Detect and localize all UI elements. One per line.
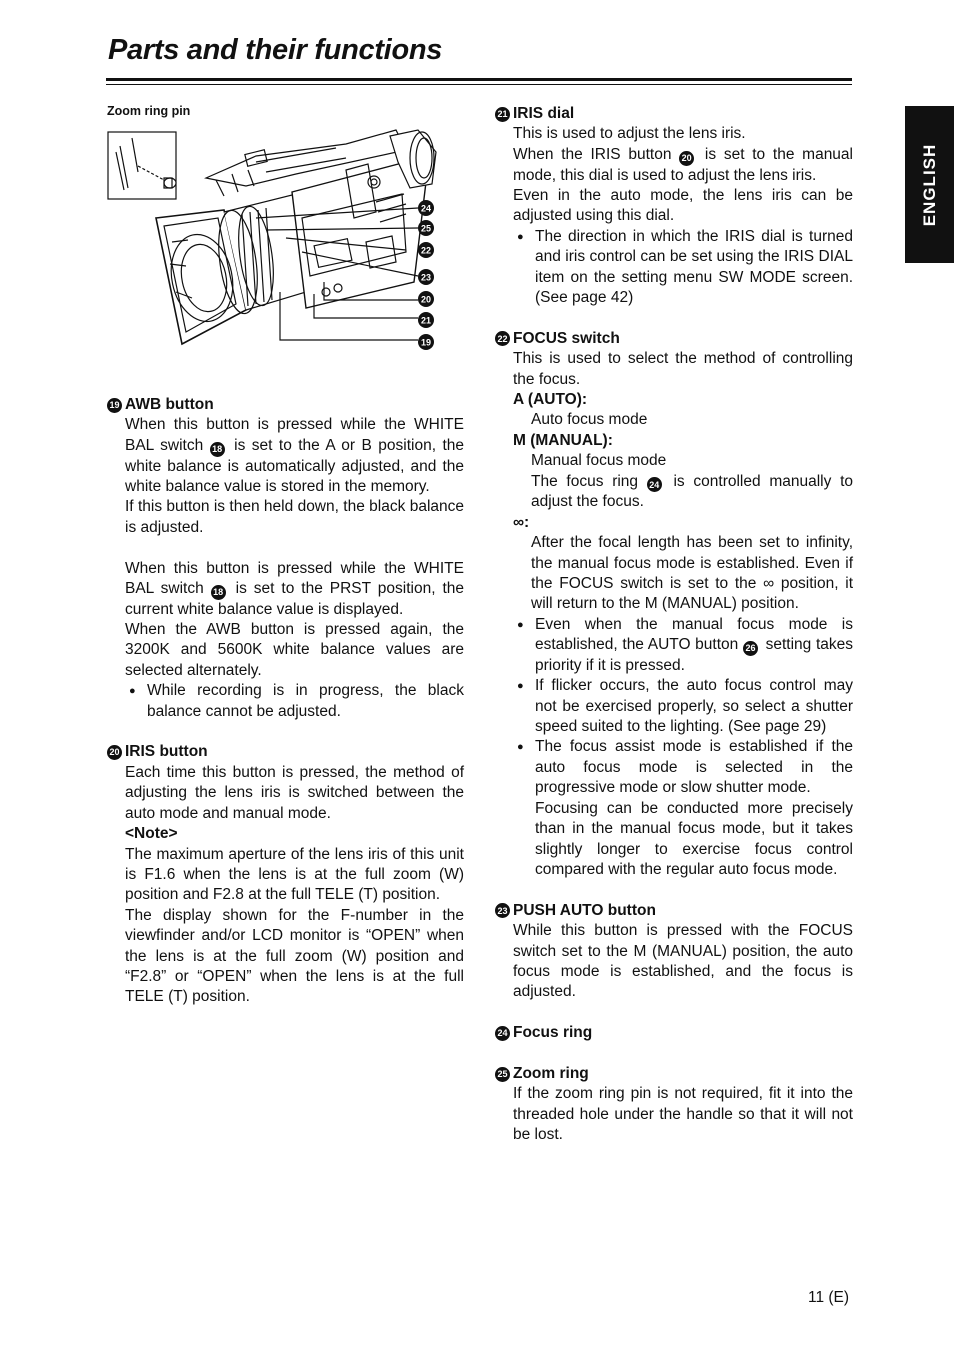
title-rule-thick bbox=[106, 78, 852, 81]
callout-23-label: 23 bbox=[420, 272, 432, 283]
section-19-para-1: When this button is pressed while the WHITE BAL switch 18 is set to the A or B position, the white balance is automatically adjusted, and the white balance value is stored in the memory. bbox=[125, 416, 465, 495]
section-22-bullet-1: ● Even when the manual focus mode is established, the AUTO button 26 setting takes priority if it is pressed. bbox=[517, 615, 854, 674]
section-25-heading: 25 Zoom ring bbox=[495, 1064, 853, 1084]
section-19-bullet-1: ● While recording is in progress, the black balance cannot be adjusted. bbox=[129, 682, 464, 720]
section-20-note-label: <Note> bbox=[125, 825, 178, 843]
figure-callouts bbox=[418, 200, 434, 350]
callout-24-label: 24 bbox=[420, 203, 432, 214]
section-19-heading: 19 AWB button bbox=[107, 395, 464, 415]
number-badge: 25 bbox=[495, 1067, 510, 1082]
section-21-para-1: This is used to adjust the lens iris. bbox=[513, 125, 746, 143]
section-21-para-3: Even in the auto mode, the lens iris can be adjusted using this dial. bbox=[513, 186, 853, 225]
section-23-heading: 23 PUSH AUTO button bbox=[495, 901, 853, 921]
section-20-heading: 20 IRIS button bbox=[107, 742, 464, 762]
figure-label: Zoom ring pin bbox=[107, 104, 191, 118]
number-badge: 22 bbox=[495, 331, 510, 346]
section-20-para-2: The maximum aperture of the lens iris of this unit is F1.6 when the lens is at the full zoom (W) position and F2.8 at the full TELE (T) position. bbox=[125, 845, 464, 904]
focus-auto-label: A (AUTO): bbox=[513, 390, 588, 408]
right-column bbox=[495, 104, 853, 1146]
language-tab bbox=[905, 106, 954, 263]
zoom-ring-pin-inset bbox=[108, 132, 176, 199]
language-tab-label: ENGLISH bbox=[919, 143, 939, 226]
section-22-para-1: This is used to select the method of controlling the focus. bbox=[513, 350, 853, 388]
focus-manual-label: M (MANUAL): bbox=[513, 431, 613, 449]
focus-infinity-text: After the focal length has been set to infinity, the manual focus mode is established. Even if the FOCUS switch is set to the ∞ position, it will return to the M (MANUAL) position. bbox=[531, 534, 853, 613]
left-column bbox=[107, 395, 464, 1008]
number-badge: 19 bbox=[107, 398, 122, 413]
focus-infinity-label: ∞: bbox=[513, 513, 530, 531]
section-23-para-1: While this button is pressed with the FOCUS switch set to the M (MANUAL) position, the auto focus mode is established, and the focus is adjusted. bbox=[513, 922, 853, 1001]
camera-illustration bbox=[106, 122, 446, 362]
section-19-para-4: When the AWB button is pressed again, the 3200K and 5600K white balance values are selected alternately. bbox=[125, 621, 464, 679]
focus-auto-text: Auto focus mode bbox=[531, 411, 648, 429]
section-22-bullet-3: ● The focus assist mode is established if the auto focus mode is selected in the progressive mode or slow shutter mode. Focusing can be conducted more precisely than in the manual focus mode, but it takes slightly longer to exercise focus control compared with the regular auto focus mode. bbox=[517, 738, 853, 878]
ref-badge: 26 bbox=[743, 641, 758, 656]
callout-19-label: 19 bbox=[420, 337, 432, 348]
number-badge: 21 bbox=[495, 107, 510, 122]
section-19-para-3: When this button is pressed while the WHITE BAL switch 18 is set to the PRST position, the current white balance value is displayed. bbox=[125, 559, 464, 618]
ref-badge: 18 bbox=[210, 442, 225, 457]
page-number: 11 (E) bbox=[808, 1289, 850, 1306]
callout-25-label: 25 bbox=[420, 223, 432, 234]
page-title: Parts and their functions bbox=[108, 34, 443, 66]
section-21-heading: 21 IRIS dial bbox=[495, 104, 853, 124]
section-20-para-3: The display shown for the F-number in the viewfinder and/or LCD monitor is “OPEN” when the lens is at the full zoom (W) position and “F2.8” or “OPEN” when the lens is at the full TELE (T) position. bbox=[125, 906, 464, 1006]
ref-badge: 20 bbox=[679, 151, 694, 166]
callout-20-label: 20 bbox=[420, 294, 432, 305]
section-19-para-2: If this button is then held down, the black balance is adjusted. bbox=[125, 498, 464, 536]
callout-21-label: 21 bbox=[420, 315, 432, 326]
section-21-para-2: When the IRIS button 20 is set to the manual mode, this dial is used to adjust the lens iris. bbox=[513, 145, 853, 184]
callout-22-label: 22 bbox=[420, 245, 432, 256]
ref-badge: 24 bbox=[647, 477, 662, 492]
section-22-bullet-2: ● If flicker occurs, the auto focus control may not be exercised properly, so select a shutter speed suited to the lighting. (See page 29) bbox=[517, 677, 853, 736]
section-21-bullet-1: ● The direction in which the IRIS dial is turned and iris control can be set using the IRIS DIAL item on the setting menu SW MODE screen. (See page 42) bbox=[517, 227, 853, 306]
section-25-para-1: If the zoom ring pin is not required, fit it into the threaded hole under the handle so that it will not be lost. bbox=[513, 1085, 853, 1144]
number-badge: 23 bbox=[495, 903, 510, 918]
focus-manual-text: Manual focus mode bbox=[531, 452, 667, 470]
focus-manual-para-2: The focus ring 24 is controlled manually to adjust the focus. bbox=[531, 472, 853, 511]
number-badge: 20 bbox=[107, 745, 122, 760]
section-20-para-1: Each time this button is pressed, the method of adjusting the lens iris is switched between the auto mode and manual mode. bbox=[125, 763, 464, 822]
title-rule-thin bbox=[106, 84, 852, 85]
number-badge: 24 bbox=[495, 1026, 510, 1041]
section-24-heading: 24 Focus ring bbox=[495, 1023, 853, 1043]
ref-badge: 18 bbox=[211, 585, 226, 600]
section-22-heading: 22 FOCUS switch bbox=[495, 329, 853, 349]
